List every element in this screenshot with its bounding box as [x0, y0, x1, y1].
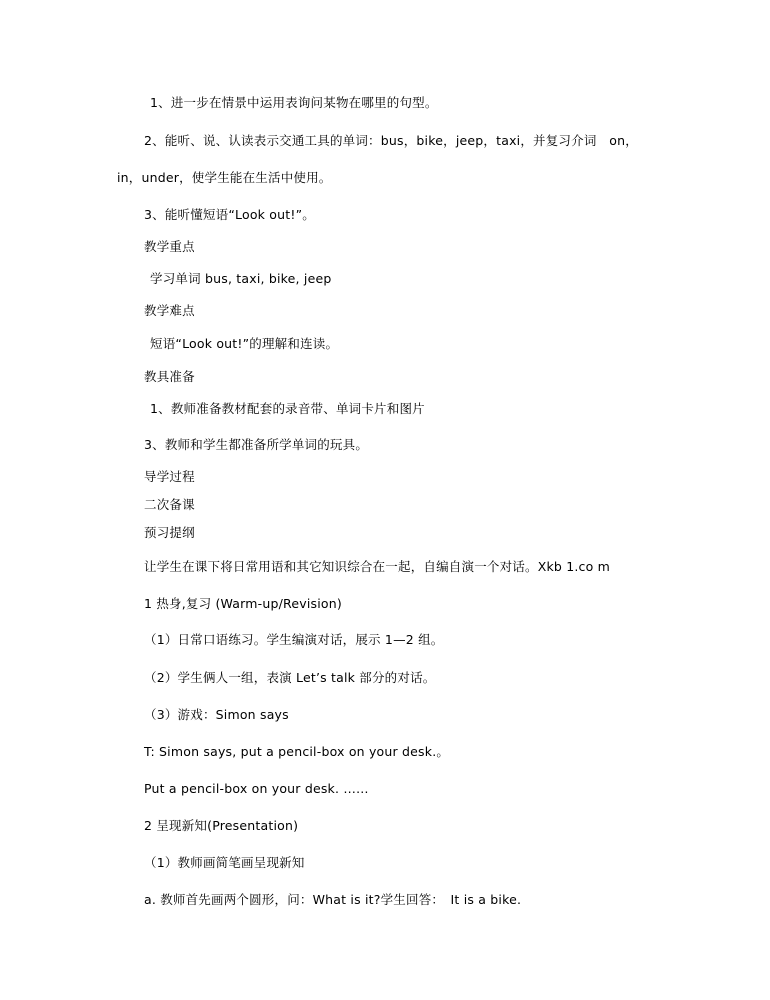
step-1-heading: 1 热身,复习 (Warm-up/Revision) [144, 596, 342, 611]
step-1-item-1: （1）日常口语练习。学生编演对话，展示 1—2 组。 [144, 632, 444, 647]
section-heading-key-points: 教学重点 [144, 239, 195, 254]
objective-1: 1、进一步在情景中运用表询问某物在哪里的句型。 [150, 95, 438, 110]
preview-text: 让学生在课下将日常用语和其它知识综合在一起，自编自演一个对话。Xkb 1.co m [144, 559, 611, 574]
key-points-text: 学习单词 bus, taxi, bike, jeep [150, 271, 332, 286]
step-2-item-1: （1）教师画简笔画呈现新知 [144, 855, 305, 870]
section-heading-process: 导学过程 [144, 469, 195, 484]
materials-item-3: 3、教师和学生都准备所学单词的玩具。 [144, 437, 369, 452]
game-line-2: Put a pencil-box on your desk. …… [144, 781, 369, 796]
objective-2: 2、能听、说、认读表示交通工具的单词：bus，bike，jeep，taxi，并复习介词 on， [144, 133, 638, 148]
step-1-item-3: （3）游戏：Simon says [144, 707, 289, 722]
step-2-item-a: a. 教师首先画两个圆形，问：What is it?学生回答： It is a bike. [144, 892, 522, 907]
difficulties-text: 短语“Look out!”的理解和连读。 [150, 336, 339, 351]
section-heading-difficulties: 教学难点 [144, 303, 195, 318]
objective-2-continued: in，under，使学生能在生活中使用。 [117, 170, 332, 185]
game-line-1: T: Simon says, put a pencil-box on your desk.。 [144, 744, 450, 759]
materials-item-1: 1、教师准备教材配套的录音带、单词卡片和图片 [150, 401, 425, 416]
step-2-heading: 2 呈现新知(Presentation) [144, 818, 299, 833]
section-heading-materials: 教具准备 [144, 369, 195, 384]
section-heading-second-prep: 二次备课 [144, 497, 195, 512]
step-1-item-2: （2）学生俩人一组，表演 Let’s talk 部分的对话。 [144, 670, 436, 685]
objective-3: 3、能听懂短语“Look out!”。 [144, 207, 315, 222]
section-heading-preview: 预习提纲 [144, 525, 195, 540]
